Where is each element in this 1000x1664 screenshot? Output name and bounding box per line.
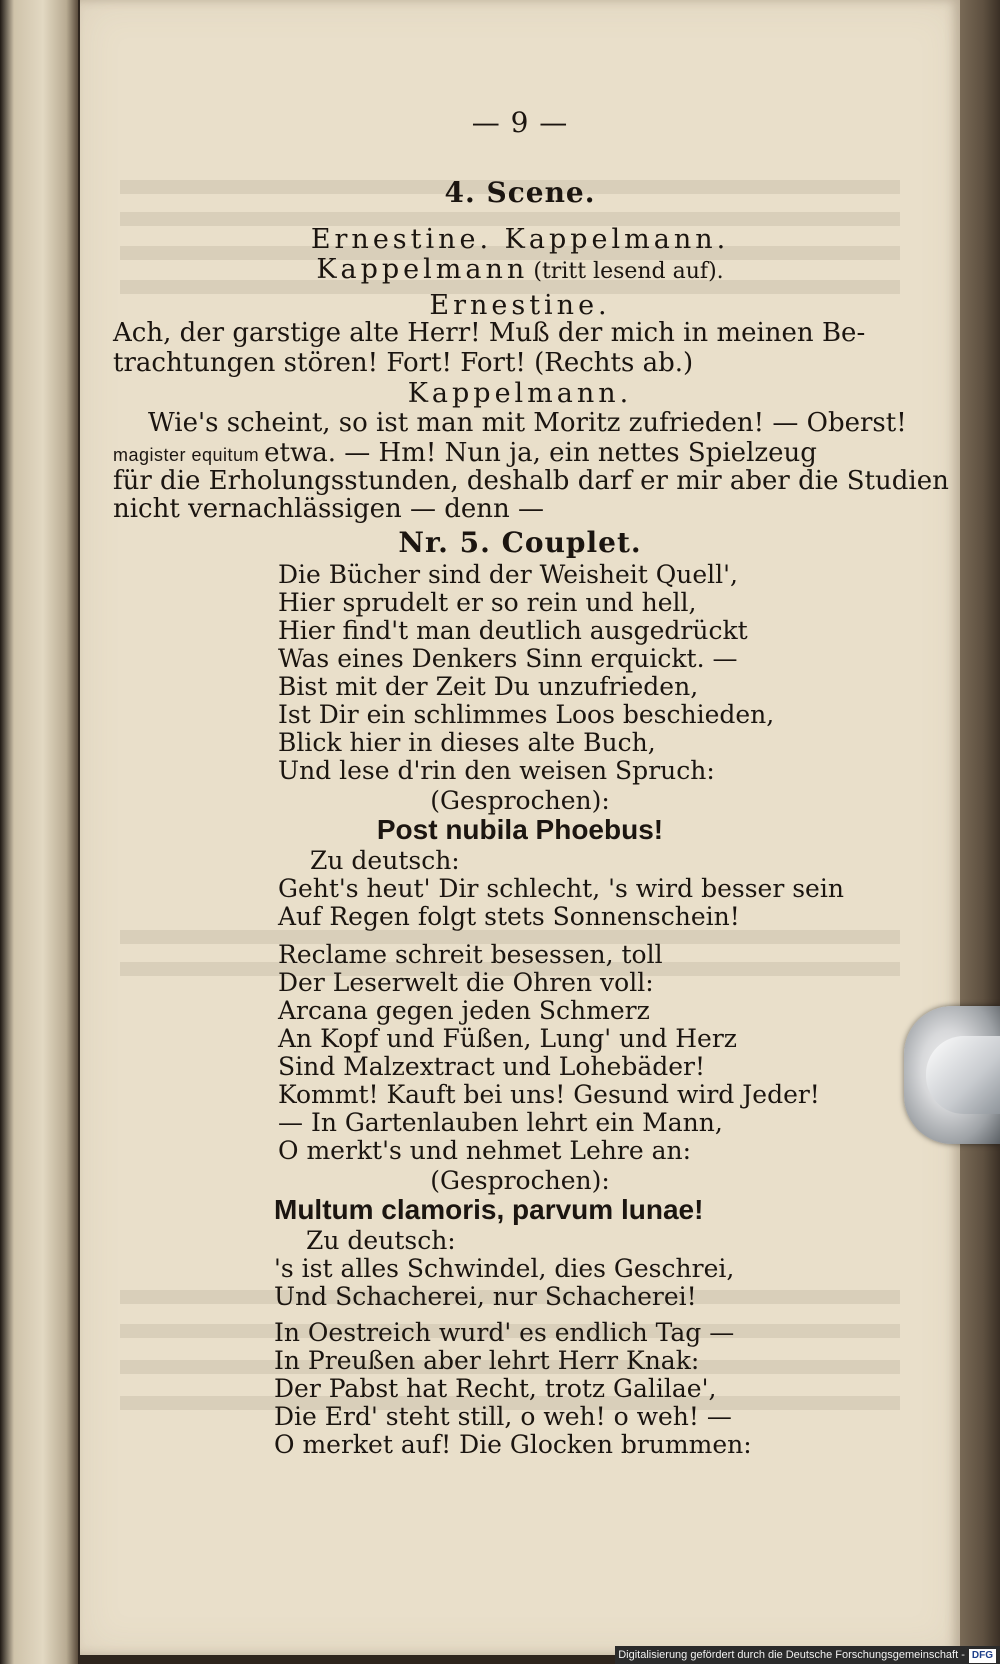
speech-line: für die Erholungsstunden, deshalb darf er mir aber die Studien: [113, 466, 949, 496]
footer-credit: Digitalisierung gefördert durch die Deutsche Forschungsgemeinschaft -: [618, 1649, 965, 1661]
verse-line: Hier find't man deutlich ausgedrückt: [278, 616, 748, 645]
translation-label: Zu deutsch:: [310, 846, 460, 875]
latin-phrase: magister equitum: [113, 445, 260, 465]
verse-line: O merket auf! Die Glocken brummen:: [274, 1430, 752, 1459]
speech-line-mixed: [113, 438, 817, 468]
verse-line: — In Gartenlauben lehrt ein Mann,: [278, 1108, 723, 1137]
translation-label: Zu deutsch:: [306, 1226, 456, 1255]
speech-line: Wie's scheint, so ist man mit Moritz zufrieden! — Oberst!: [148, 408, 907, 438]
footer-bar: [615, 1646, 1000, 1664]
verse-line: In Oestreich wurd' es endlich Tag —: [274, 1318, 735, 1347]
page-number: — 9 —: [471, 106, 569, 139]
verse-line: Und Schacherei, nur Schacherei!: [274, 1282, 697, 1311]
verse-line: O merkt's und nehmet Lehre an:: [278, 1136, 692, 1165]
verse-line: Hier sprudelt er so rein und hell,: [278, 588, 697, 617]
scene-heading: 4. Scene.: [444, 176, 596, 209]
verse-line: In Preußen aber lehrt Herr Knak:: [274, 1346, 700, 1375]
verse-line: 's ist alles Schwindel, dies Geschrei,: [274, 1254, 735, 1283]
character-list: Ernestine. Kappelmann.: [310, 224, 730, 255]
page-clip: [904, 1006, 1000, 1144]
spoken-direction: (Gesprochen):: [430, 1166, 610, 1195]
verse-line: Auf Regen folgt stets Sonnenschein!: [278, 902, 740, 931]
speaker-ernestine: Ernestine.: [429, 290, 611, 321]
page-edge: [958, 0, 1000, 1655]
verse-line: Geht's heut' Dir schlecht, 's wird besser sein: [278, 874, 844, 903]
speech-line: Ach, der garstige alte Herr! Muß der mich in meinen Be-: [113, 318, 866, 348]
couplet-heading: Nr. 5. Couplet.: [398, 526, 642, 559]
verse-line: Arcana gegen jeden Schmerz: [278, 996, 650, 1025]
latin-motto: Post nubila Phoebus!: [376, 814, 664, 845]
verse-line: Sind Malzextract und Lohebäder!: [278, 1052, 706, 1081]
verse-line: An Kopf und Füßen, Lung' und Herz: [278, 1024, 737, 1053]
clip-highlight: [926, 1036, 1000, 1114]
speech-line: trachtungen stören! Fort! Fort! (Rechts ab.): [113, 348, 694, 378]
verse-line: Der Pabst hat Recht, trotz Galilae',: [274, 1374, 717, 1403]
verse-line: Und lese d'rin den weisen Spruch:: [278, 756, 715, 785]
stage-direction: (tritt lesend auf).: [533, 259, 724, 284]
verse-line: Reclame schreit besessen, toll: [278, 940, 663, 969]
book-binding: [0, 0, 78, 1664]
verse-line: Die Erd' steht still, o weh! o weh! —: [274, 1402, 732, 1431]
speech-text: etwa. — Hm! Nun ja, ein nettes Spielzeug: [264, 438, 817, 468]
verse-line: Der Leserwelt die Ohren voll:: [278, 968, 654, 997]
entrance-line: [80, 254, 960, 285]
verse-line: Die Bücher sind der Weisheit Quell',: [278, 560, 738, 589]
book-page: [80, 0, 960, 1655]
verse-line: Kommt! Kauft bei uns! Gesund wird Jeder!: [278, 1080, 820, 1109]
verse-line: Ist Dir ein schlimmes Loos beschieden,: [278, 700, 775, 729]
speech-line: nicht vernachlässigen — denn —: [113, 494, 545, 524]
verse-line: Was eines Denkers Sinn erquickt. —: [278, 644, 738, 673]
verse-line: Blick hier in dieses alte Buch,: [278, 728, 656, 757]
dfg-logo: DFG: [969, 1649, 996, 1663]
latin-motto: Multum clamoris, parvum lunae!: [274, 1194, 704, 1225]
speaker-kappelmann: Kappelmann.: [407, 378, 633, 409]
verse-line: Bist mit der Zeit Du unzufrieden,: [278, 672, 699, 701]
entrance-name: Kappelmann: [316, 254, 529, 285]
spoken-direction: (Gesprochen):: [430, 786, 610, 815]
